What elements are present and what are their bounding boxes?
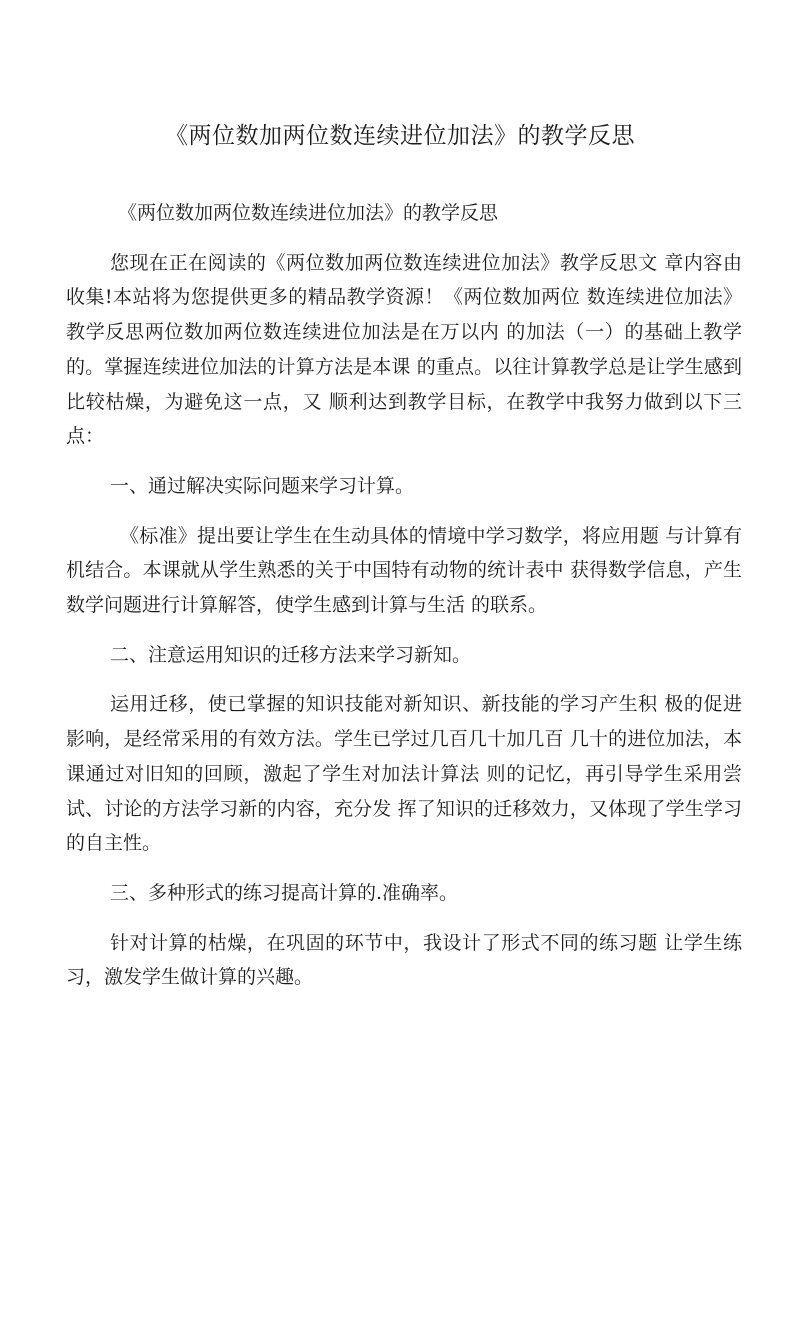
document-subtitle: 《两位数加两位数连续进位加法》的教学反思 xyxy=(118,202,499,224)
section-paragraph-1: 《标准》提出要让学生在生动具体的情境中学习数学，将应用题 与计算有机结合。本课就从学生熟悉的关于中国特有动物的统计表中 获得数学信息，产生数学问题进行计算解答，使学生感到计算与生活 的联系。 xyxy=(66,524,742,617)
section-paragraph-3: 针对计算的枯燥，在巩固的环节中，我设计了形式不同的练习题 让学生练习，激发学生做计算的兴趣。 xyxy=(66,931,742,989)
section-heading-3: 三、多种形式的练习提高计算的.准确率。 xyxy=(110,881,459,904)
section-paragraph-2: 运用迁移，使已掌握的知识技能对新知识、新技能的学习产生积 极的促进影响，是经常采用的有效方法。学生已学过几百几十加几百 几十的进位加法，本课通过对旧知的回顾，激起了学生对加法计算法 则的记忆，再引导学生采用尝试、讨论的方法学习新的内容，充分发 挥了知识的迁移效力，又体现了学生学习的自主性。 xyxy=(66,693,742,855)
section-heading-1: 一、通过解决实际问题来学习计算。 xyxy=(110,474,415,497)
document-title: 《两位数加两位数连续进位加法》的教学反思 xyxy=(165,123,635,149)
section-heading-2: 二、注意运用知识的迁移方法来学习新知。 xyxy=(110,643,472,666)
intro-paragraph: 您现在正在阅读的《两位数加两位数连续进位加法》教学反思文 章内容由收集!本站将为您提供更多的精品教学资源！《两位数加两位 数连续进位加法》教学反思两位数加两位数连续进位加法是在万以内 的加法（一）的基础上教学的。掌握连续进位加法的计算方法是本课 的重点。以往计算教学总是让学生感到比较枯燥，为避免这一点，又 顺利达到教学目标，在教学中我努力做到以下三点： xyxy=(66,251,742,448)
document-body xyxy=(66,196,742,1010)
